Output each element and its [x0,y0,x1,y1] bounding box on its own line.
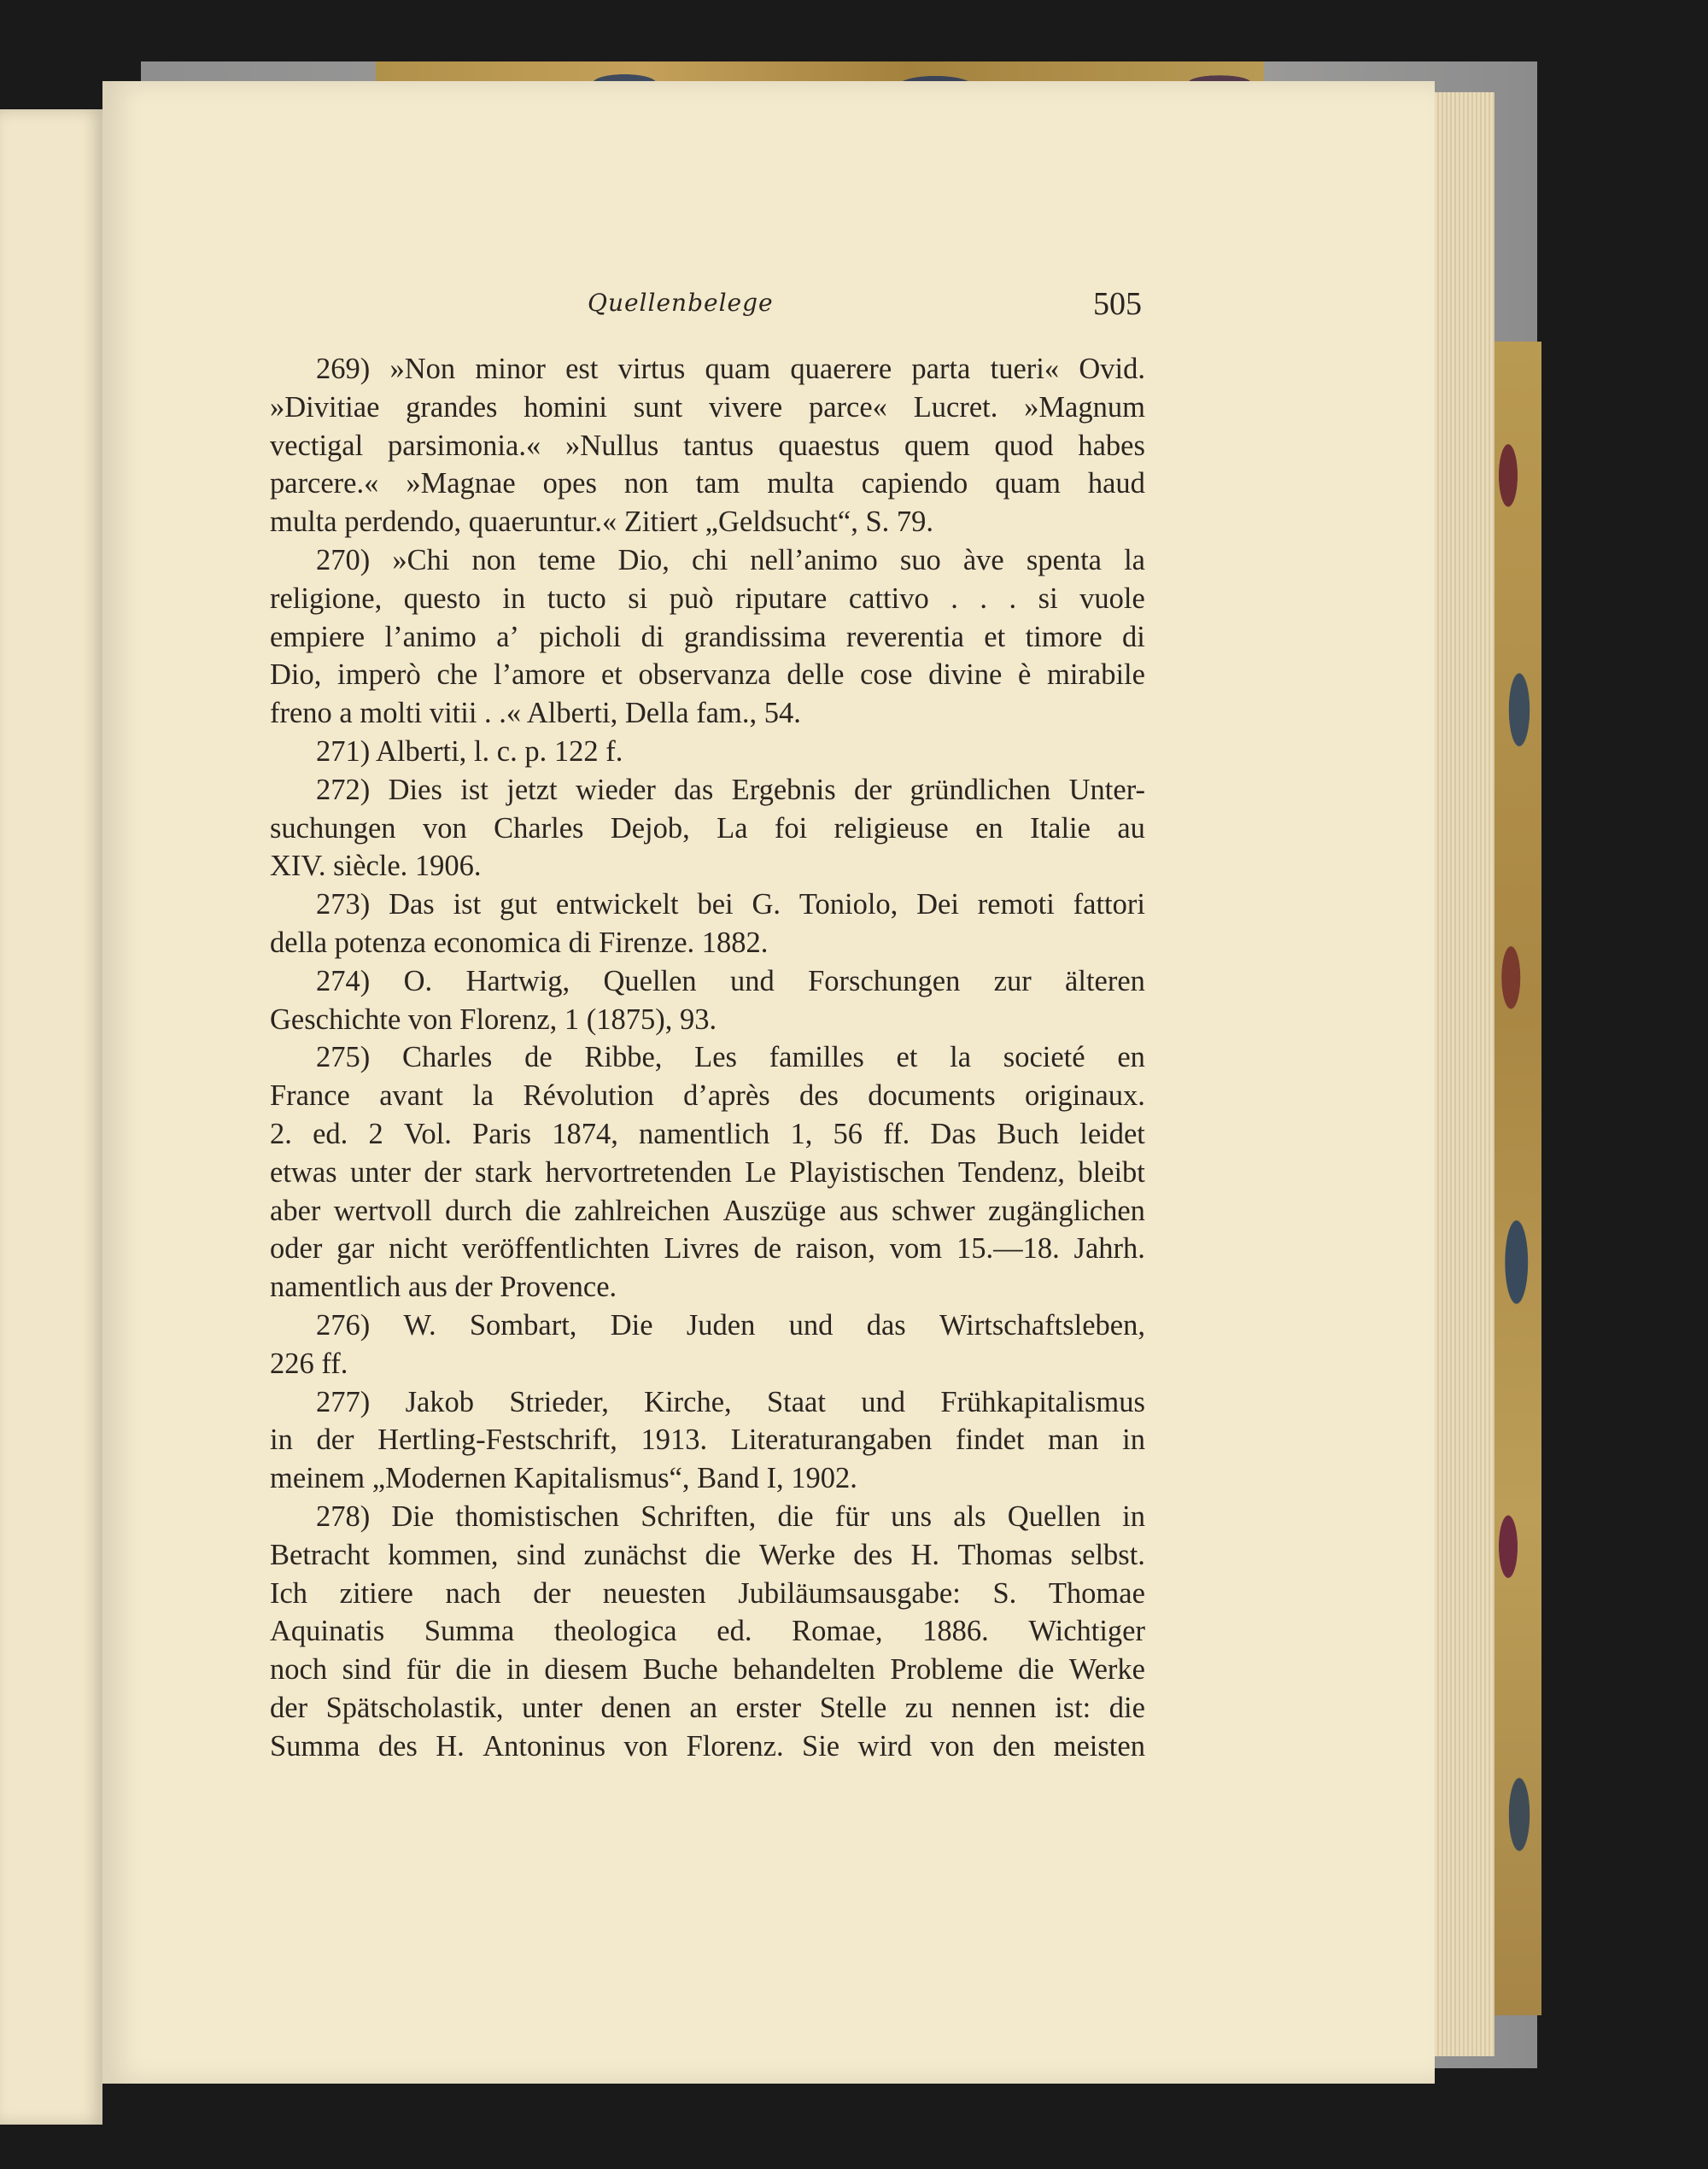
text-line: meinem „Modernen Kapitalismus“, Band I, 1902. [270,1462,857,1495]
text-line: Summa des H. Antoninus von Florenz. Sie wird von den meisten [270,1729,1145,1763]
text-line: 2. ed. 2 Vol. Paris 1874, namentlich 1, 56 ff. Das Buch leidet [270,1117,1145,1150]
text-line: XIV. siècle. 1906. [270,850,482,883]
page-body-text [270,350,1145,1765]
text-line: della potenza economica di Firenze. 1882. [270,926,769,959]
text-line: in der Hertling-Festschrift, 1913. Literaturangaben findet man in [270,1424,1145,1457]
text-line: 272) Dies ist jetzt wieder das Ergebnis der gründlichen Unter- [316,773,1145,806]
text-line: 273) Das ist gut entwickelt bei G. Toniolo, Dei remoti fattori [316,888,1145,921]
text-line: 274) O. Hartwig, Quellen und Forschungen zur älteren [316,964,1145,997]
text-line: etwas unter der stark hervortretenden Le Playistischen Tendenz, bleibt [270,1155,1145,1189]
text-line: aber wertvoll durch die zahlreichen Auszüge aus schwer zugänglichen [270,1194,1145,1227]
text-line: »Divitiae grandes homini sunt vivere parce« Lucret. »Magnum [270,390,1145,424]
text-line: 271) Alberti, l. c. p. 122 f. [316,734,623,768]
left-page-edge [0,109,102,2125]
text-line: 278) Die thomistischen Schriften, die für uns als Quellen in [316,1500,1145,1533]
text-line: religione, questo in tucto si può riputare cattivo . . . si vuole [270,582,1145,615]
text-line: 275) Charles de Ribbe, Les familles et la societé en [316,1041,1145,1074]
text-line: oder gar nicht veröffentlichten Livres de raison, vom 15.—18. Jahrh. [270,1232,1145,1266]
text-line: 277) Jakob Strieder, Kirche, Staat und Frühkapitalismus [316,1385,1145,1418]
text-line: suchungen von Charles Dejob, La foi religieuse en Italie au [270,811,1145,845]
text-line: namentlich aus der Provence. [270,1271,617,1304]
page-number: 505 [1093,286,1142,322]
text-line: parcere.« »Magnae opes non tam multa capiendo quam haud [270,467,1145,500]
text-line: der Spätscholastik, unter denen an erster Stelle zu nennen ist: die [270,1691,1145,1724]
text-line: Ich zitiere nach der neuesten Jubiläumsausgabe: S. Thomae [270,1576,1145,1610]
text-line: vectigal parsimonia.« »Nullus tantus quaestus quem quod habes [270,429,1145,462]
text-line: Betracht kommen, sind zunächst die Werke des H. Thomas selbst. [270,1538,1145,1571]
text-line: France avant la Révolution d’après des documents originaux. [270,1079,1145,1113]
text-line: freno a molti vitii . .« Alberti, Della fam., 54. [270,697,801,730]
text-line: 226 ff. [270,1347,348,1380]
text-line: Dio, imperò che l’amore et observanza delle cose divine è mirabile [270,658,1145,692]
text-line: 276) W. Sombart, Die Juden und das Wirtschaftsleben, [316,1308,1145,1342]
running-header-title: Quellenbelege [588,289,774,317]
text-line: Aquinatis Summa theologica ed. Romae, 1886. Wichtiger [270,1615,1145,1648]
text-line: 269) »Non minor est virtus quam quaerere parta tueri« Ovid. [316,353,1145,385]
text-line: 270) »Chi non teme Dio, chi nell’animo suo àve spenta la [316,543,1145,576]
text-line: multa perdendo, quaeruntur.« Zitiert „Geldsucht“, S. 79. [270,506,934,539]
text-line: Geschichte von Florenz, 1 (1875), 93. [270,1003,717,1036]
text-line: empiere l’animo a’ picholi di grandissima reverentia et timore di [270,620,1145,653]
text-line: noch sind für die in diesem Buche behandelten Probleme die Werke [270,1653,1145,1687]
